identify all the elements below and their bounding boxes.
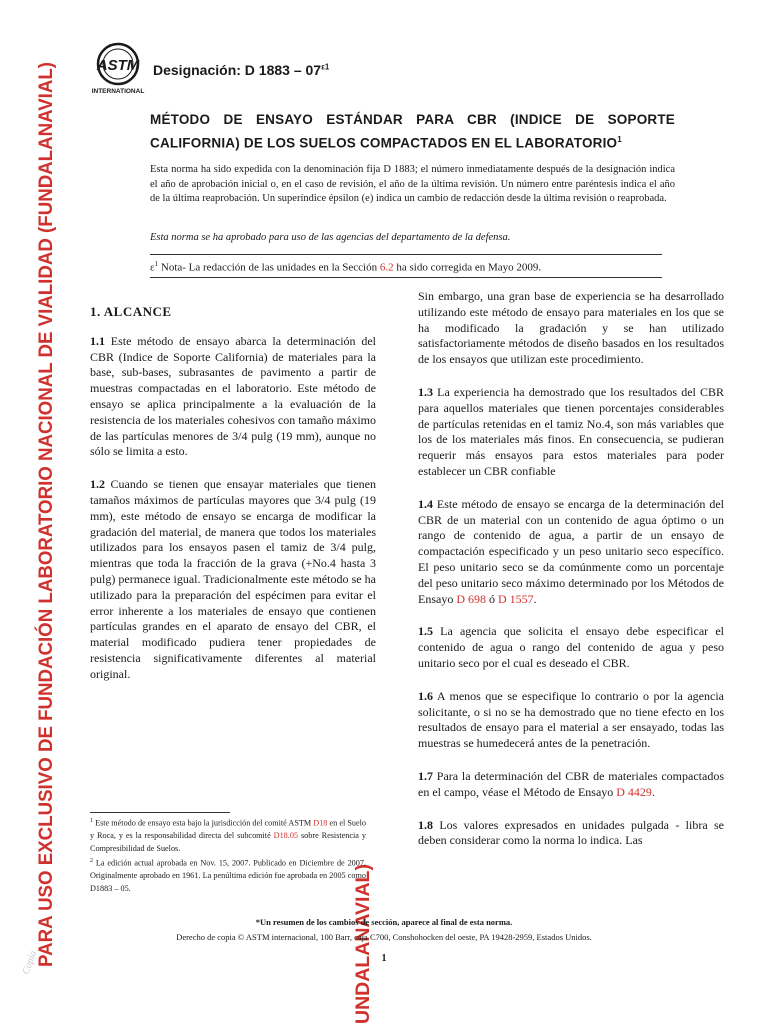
approved-note: Esta norma se ha aprobado para uso de las agencias del departamento de la defensa.	[150, 232, 511, 243]
link-d698[interactable]: D 698	[456, 591, 486, 606]
intro-paragraph: Esta norma ha sido expedida con la denominación fija D 1883; el número inmediatamente después de la designación indica el año de aprobación inicial o, en el caso de revisión, el año de la última revisión. Un número entre paréntesis indica el año de la última reaprobación. Un superíndice épsilon (e) indica un cambio de redacción desde la última revisión o reaprobada.	[150, 164, 675, 204]
faint-watermark	[14, 920, 40, 980]
right-column	[418, 289, 724, 866]
footnotes	[90, 815, 366, 895]
link-d18[interactable]: D18	[313, 818, 328, 828]
paragraph-1-1: 1.1 Este método de ensayo abarca la determinación del CBR (Indice de Soporte California) de materiales para la base, sub-bases, subrasantes de pavimento a partir de muestras compactadas en el laboratorio. Este método de ensayo se aplica principalmente a la evaluación de la resistencia de los materiales cohesivos con tamaño máximo de las partículas menores de 3/4 pulg (19 mm), aunque no sólo se limita a esto.	[90, 333, 376, 459]
document-title: MÉTODO DE ENSAYO ESTÁNDAR PARA CBR (INDICE DE SOPORTE CALIFORNIA) DE LOS SUELOS COMPACTADOS EN EL LABORATORIO$^1$	[150, 112, 675, 151]
section-heading: 1. ALCANCE	[90, 304, 172, 319]
svg-text:INTERNATIONAL: INTERNATIONAL	[91, 88, 145, 95]
section-link[interactable]: 6.2	[379, 261, 394, 274]
paragraph-1-5: 1.5 La agencia que solicita el ensayo debe especificar el contenido de agua o rango del contenido de agua y peso unitario seco por el cual es deseado el CBR.	[418, 624, 724, 670]
side-watermark-text: PARA USO EXCLUSIVO DE FUNDACIÓN LABORATORIO NACIONAL DE VIALIDAD (FUNDALANAVIAL)	[35, 22, 57, 967]
paragraph-1-6: 1.6 A menos que se especifique lo contrario o por la agencia solicitante, o si no se ha demostrado que no tiene efecto en los resultados de ensayo para el material a ser ensayado, todas las muestras se humedecerá antes de la penetración.	[418, 688, 724, 751]
footnote-divider	[90, 812, 230, 813]
designation-superscript: ε1	[321, 62, 330, 72]
epsilon-note: $\varepsilon^1$ Nota- La redacción de las unidades en la Sección 6.2 ha sido corregida en Mayo 2009.	[150, 260, 542, 274]
bottom-watermark	[345, 864, 375, 1024]
link-d1557[interactable]: D 1557	[498, 591, 534, 606]
bottom-watermark-text: UNDALANAVIAL)	[352, 864, 374, 1024]
link-d4429[interactable]: D 4429	[616, 784, 652, 799]
link-d18-05[interactable]: D18.05	[273, 831, 299, 841]
paragraph-1-3: 1.3 La experiencia ha demostrado que los resultados del CBR para aquellos materiales que tienen porcentajes considerables de partículas retenidas en el tamiz No.4, son más variables que los de los materiales más finos. En consecuencia, se pudieran requerir más ensayos para estos materiales para poder establecer un CBR confiable	[418, 384, 724, 478]
left-column	[90, 300, 376, 700]
divider-bottom	[150, 277, 662, 278]
astm-logo	[90, 40, 146, 96]
summary-note: *Un resumen de los cambios de sección, aparece al final de esta norma.	[255, 917, 513, 927]
paragraph-1-4: 1.4 Este método de ensayo se encarga de la determinación del CBR de un material con un contenido de agua óptimo o un rango de contenido de agua, a partir de un ensayo de compactación especificado y un peso unitario seco específico. El peso unitario seco se da comúnmente como un porcentaje del peso unitario seco máximo determinado por los Métodos de Ensayo D 698 ó D 1557.	[418, 496, 724, 606]
divider-top	[150, 254, 662, 255]
footnote-1: $^1$ Este método de ensayo esta bajo la jurisdicción del comité ASTM D18 en el Suelo y Roca, y es la responsabilidad directa del subcomité D18.05 sobre Resistencia y Compresibilidad de Suelos.	[90, 818, 366, 853]
designation: Designación: D $1883 - 07^{\varepsilon 1}$	[153, 62, 330, 78]
svg-text:Copia: Copia	[20, 949, 40, 977]
page-number: 1	[381, 953, 387, 964]
copyright: Derecho de copia © ASTM internacional, 100 Barr, caja C700, Conshohocken del oeste, PA 19428-2959, Estados Unidos.	[176, 932, 592, 942]
footnote-2: $^2$ La edición actual aprobada en Nov. 15, 2007. Publicado en Diciembre de 2007. Originalmente aprobado en 1961. La penúltima edición fue aprobada en 2005 como D1883 – 05.	[90, 858, 366, 893]
side-watermark	[4, 12, 64, 1012]
paragraph-1-2: 1.2 Cuando se tienen que ensayar materiales que tienen tamaños máximos de partículas mayores que 3/4 pulg (19 mm), este método de ensayo se encarga de modificar la gradación del material, de manera que todos los materiales utilizados para los ensayos pasen el tamiz de 3/4 pulg, mientras que toda la fracción de la grava (+No.4 hasta 3 pulg) permanece igual. Tradicionalmente este método se ha utilizado para la preparación del espécimen para evitar el error inherente a los materiales de ensayo que contienen partículas grandes en el aparato de ensayo del CBR, el material modificado pudiera tener propiedades de resistencia significativamente diferentes al material original.	[90, 477, 376, 681]
paragraph-continuation: Sin embargo, una gran base de experiencia se ha desarrollado utilizando este método de ensayo para materiales en los que se ha modificado la gradación y se han utilizado satisfactoriamente métodos de diseño basados en los resultados de los ensayos que utilizan este procedimiento.	[418, 289, 724, 367]
svg-text:ASTM: ASTM	[96, 57, 140, 74]
paragraph-1-7: 1.7 Para la determinación del CBR de materiales compactados en el campo, véase el Método de Ensayo D 4429.	[418, 768, 724, 799]
paragraph-1-8: 1.8 Los valores expresados en unidades pulgada - libra se deben considerar como la norma lo indica. Las	[418, 817, 724, 848]
